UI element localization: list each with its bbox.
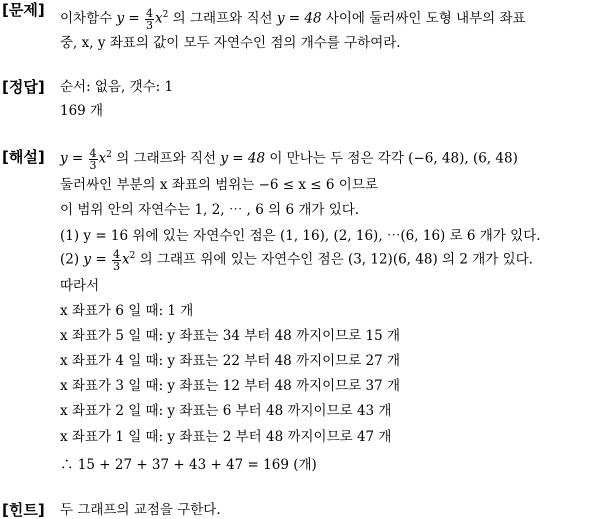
solution-line-6: 따라서 bbox=[60, 278, 100, 294]
eq-equals: = bbox=[91, 251, 111, 268]
solution-line-1 bbox=[60, 146, 518, 171]
problem-line-1 bbox=[60, 6, 526, 31]
problem-text-c: 사이에 둘러싸인 도형 내부의 좌표 bbox=[321, 10, 526, 27]
exponent-2: 2 bbox=[129, 251, 136, 261]
eq-equals: = bbox=[124, 10, 145, 27]
frac-denominator: 3 bbox=[112, 259, 120, 273]
solution-line-11: x 좌표가 2 일 때: y 좌표는 6 부터 48 까지이므로 43 개 bbox=[60, 403, 392, 419]
label-hint: [힌트] bbox=[2, 501, 45, 519]
eq-y-48: y = 48 bbox=[220, 150, 266, 167]
fraction-4-3 bbox=[112, 249, 121, 272]
exponent-2: 2 bbox=[106, 150, 112, 160]
exponent-2: 2 bbox=[162, 10, 169, 20]
eq-y-48: y = 48 bbox=[276, 10, 322, 27]
problem-text-a: 이차함수 bbox=[60, 10, 117, 27]
hint-text: 두 그래프의 교점을 구한다. bbox=[60, 502, 221, 518]
answer-line-1: 순서: 없음, 갯수: 1 bbox=[60, 79, 174, 95]
fraction-4-3 bbox=[145, 8, 154, 31]
eq-x: x bbox=[98, 150, 107, 167]
solution-text-c: 이 만나는 두 점은 각각 (−6, 48), (6, 48) bbox=[265, 150, 518, 167]
frac-numerator: 4 bbox=[89, 146, 97, 160]
problem-text-b: 의 그래프와 직선 bbox=[168, 10, 277, 27]
eq-y: y bbox=[116, 10, 125, 27]
frac-denominator: 3 bbox=[146, 18, 154, 32]
fraction-4-3 bbox=[89, 148, 98, 171]
solution-l5-prefix: (2) bbox=[60, 251, 84, 268]
solution-line-7: x 좌표가 6 일 때: 1 개 bbox=[60, 303, 194, 319]
label-problem: [문제] bbox=[2, 1, 45, 19]
frac-numerator: 4 bbox=[146, 6, 154, 20]
label-solution: [해설] bbox=[2, 148, 45, 166]
frac-numerator: 4 bbox=[112, 247, 120, 261]
problem-line-2: 중, x, y 좌표의 값이 모두 자연수인 점의 개수를 구하여라. bbox=[60, 35, 401, 51]
solution-line-2: 둘러싸인 부분의 x 좌표의 범위는 −6 ≤ x ≤ 6 이므로 bbox=[60, 177, 378, 193]
solution-l5-text: 의 그래프 위에 있는 자연수인 점은 (3, 12)(6, 48) 의 2 개가 있다. bbox=[135, 251, 533, 268]
solution-line-8: x 좌표가 5 일 때: y 좌표는 34 부터 48 까지이므로 15 개 bbox=[60, 328, 401, 344]
solution-line-9: x 좌표가 4 일 때: y 좌표는 22 부터 48 까지이므로 27 개 bbox=[60, 353, 401, 369]
solution-line-5 bbox=[60, 247, 533, 272]
solution-line-4: (1) y = 16 위에 있는 자연수인 점은 (1, 16), (2, 16), ⋯(6, 16) 로 6 개가 있다. bbox=[60, 228, 541, 244]
eq-x: x bbox=[121, 251, 130, 268]
solution-line-13: ∴ 15 + 27 + 37 + 43 + 47 = 169 (개) bbox=[60, 457, 317, 473]
solution-line-12: x 좌표가 1 일 때: y 좌표는 2 부터 48 까지이므로 47 개 bbox=[60, 429, 392, 445]
eq-x: x bbox=[155, 10, 163, 27]
eq-y: y bbox=[83, 251, 92, 268]
frac-denominator: 3 bbox=[89, 158, 97, 172]
answer-line-2: 169 개 bbox=[60, 103, 104, 119]
solution-text-b: 의 그래프와 직선 bbox=[111, 150, 221, 167]
eq-equals: = bbox=[67, 150, 88, 167]
label-answer: [정답] bbox=[2, 78, 45, 96]
solution-line-10: x 좌표가 3 일 때: y 좌표는 12 부터 48 까지이므로 37 개 bbox=[60, 378, 401, 394]
eq-y: y bbox=[60, 150, 68, 167]
solution-line-3: 이 범위 안의 자연수는 1, 2, ⋯ , 6 의 6 개가 있다. bbox=[60, 202, 360, 218]
